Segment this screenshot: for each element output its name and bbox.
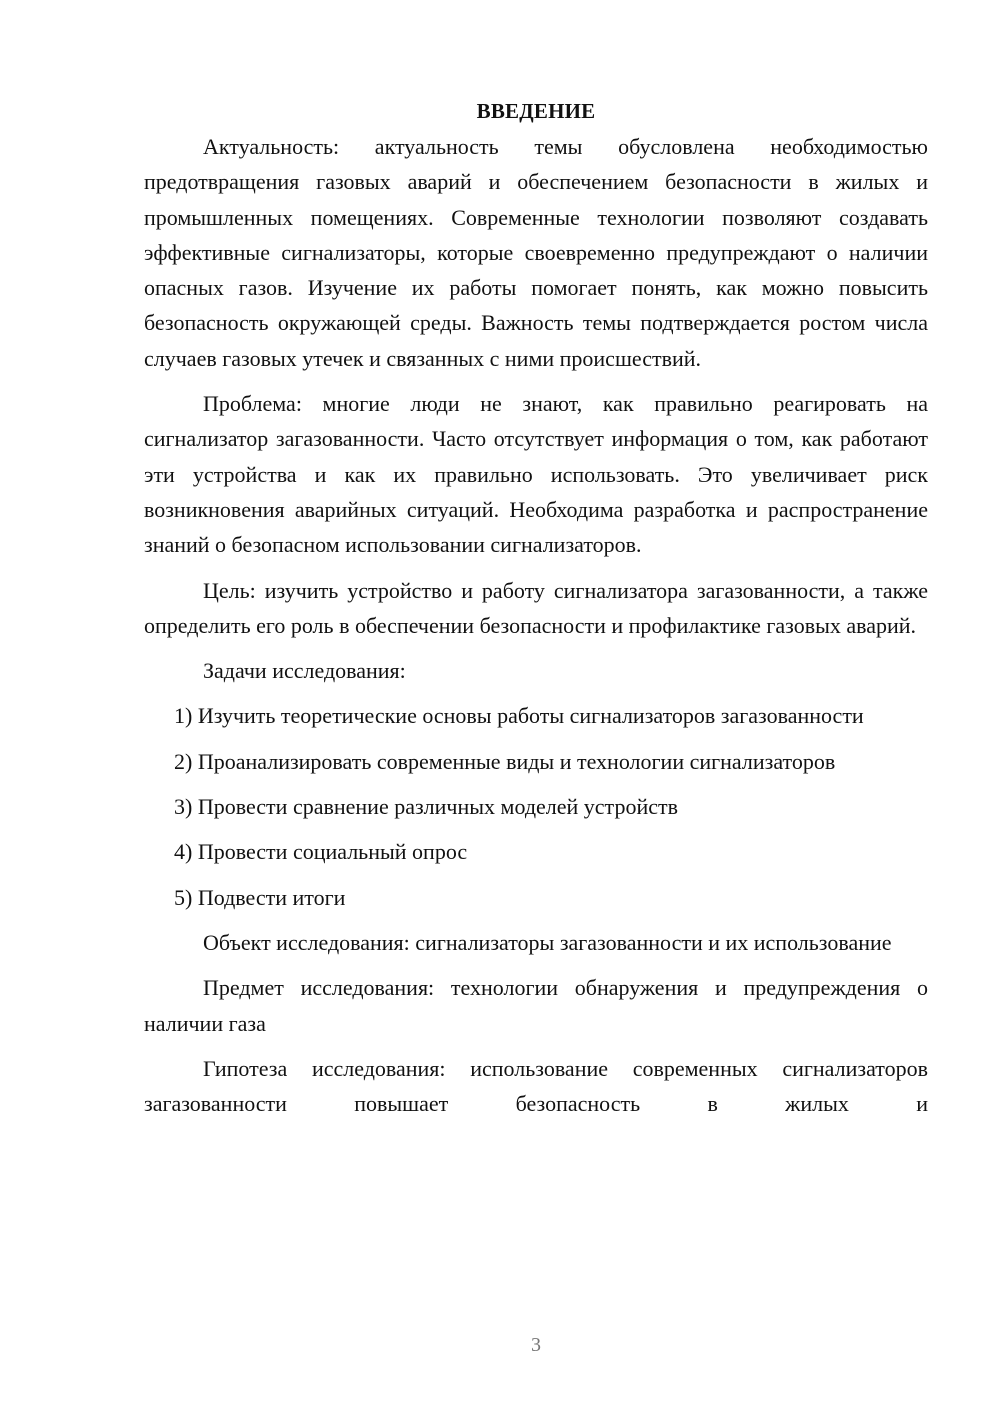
- paragraph-goal: Цель: изучить устройство и работу сигнализатора загазованности, а также определить его роль в обеспечении безопасности и профилактике газовых аварий.: [144, 577, 928, 638]
- task-item-4: 4) Провести социальный опрос: [174, 839, 468, 865]
- task-item-2: 2) Проанализировать современные виды и технологии сигнализаторов: [174, 748, 836, 774]
- paragraph-tasks-title: Задачи исследования:: [203, 658, 406, 684]
- paragraph-hypothesis: Гипотеза исследования: использование современных сигнализаторов загазованности повышает безопасность в жилых и: [144, 1055, 928, 1117]
- page-number: 3: [531, 1334, 541, 1356]
- paragraph-relevance: Актуальность: актуальность темы обусловлена необходимостью предотвращения газовых аварий и обеспечением безопасности в жилых и промышленных помещениях. Современные технологии позволяют создавать эффективные сигнализаторы, которые своевременно предупреждают о наличии опасных газов. Изучение их работы помогает понять, как можно повысить безопасность окружающей среды. Важность темы подтверждается ростом числа случаев газовых утечек и связанных с ними происшествий.: [144, 134, 928, 371]
- task-item-3: 3) Провести сравнение различных моделей устройств: [174, 794, 678, 820]
- section-heading: ВВЕДЕНИЕ: [476, 99, 596, 123]
- task-item-1: 1) Изучить теоретические основы работы сигнализаторов загазованности: [174, 703, 864, 729]
- page-content: [144, 94, 928, 1121]
- task-item-5: 5) Подвести итоги: [174, 884, 346, 910]
- paragraph-problem: Проблема: многие люди не знают, как правильно реагировать на сигнализатор загазованности. Часто отсутствует информация о том, как работают эти устройства и как их правильно использовать. Это увеличивает риск возникновения аварийных ситуаций. Необходима разработка и распространение знаний о безопасном использовании сигнализаторов.: [144, 391, 928, 558]
- paragraph-object: Объект исследования: сигнализаторы загазованности и их использование: [203, 929, 892, 955]
- paragraph-subject: Предмет исследования: технологии обнаружения и предупреждения о наличии газа: [144, 975, 928, 1036]
